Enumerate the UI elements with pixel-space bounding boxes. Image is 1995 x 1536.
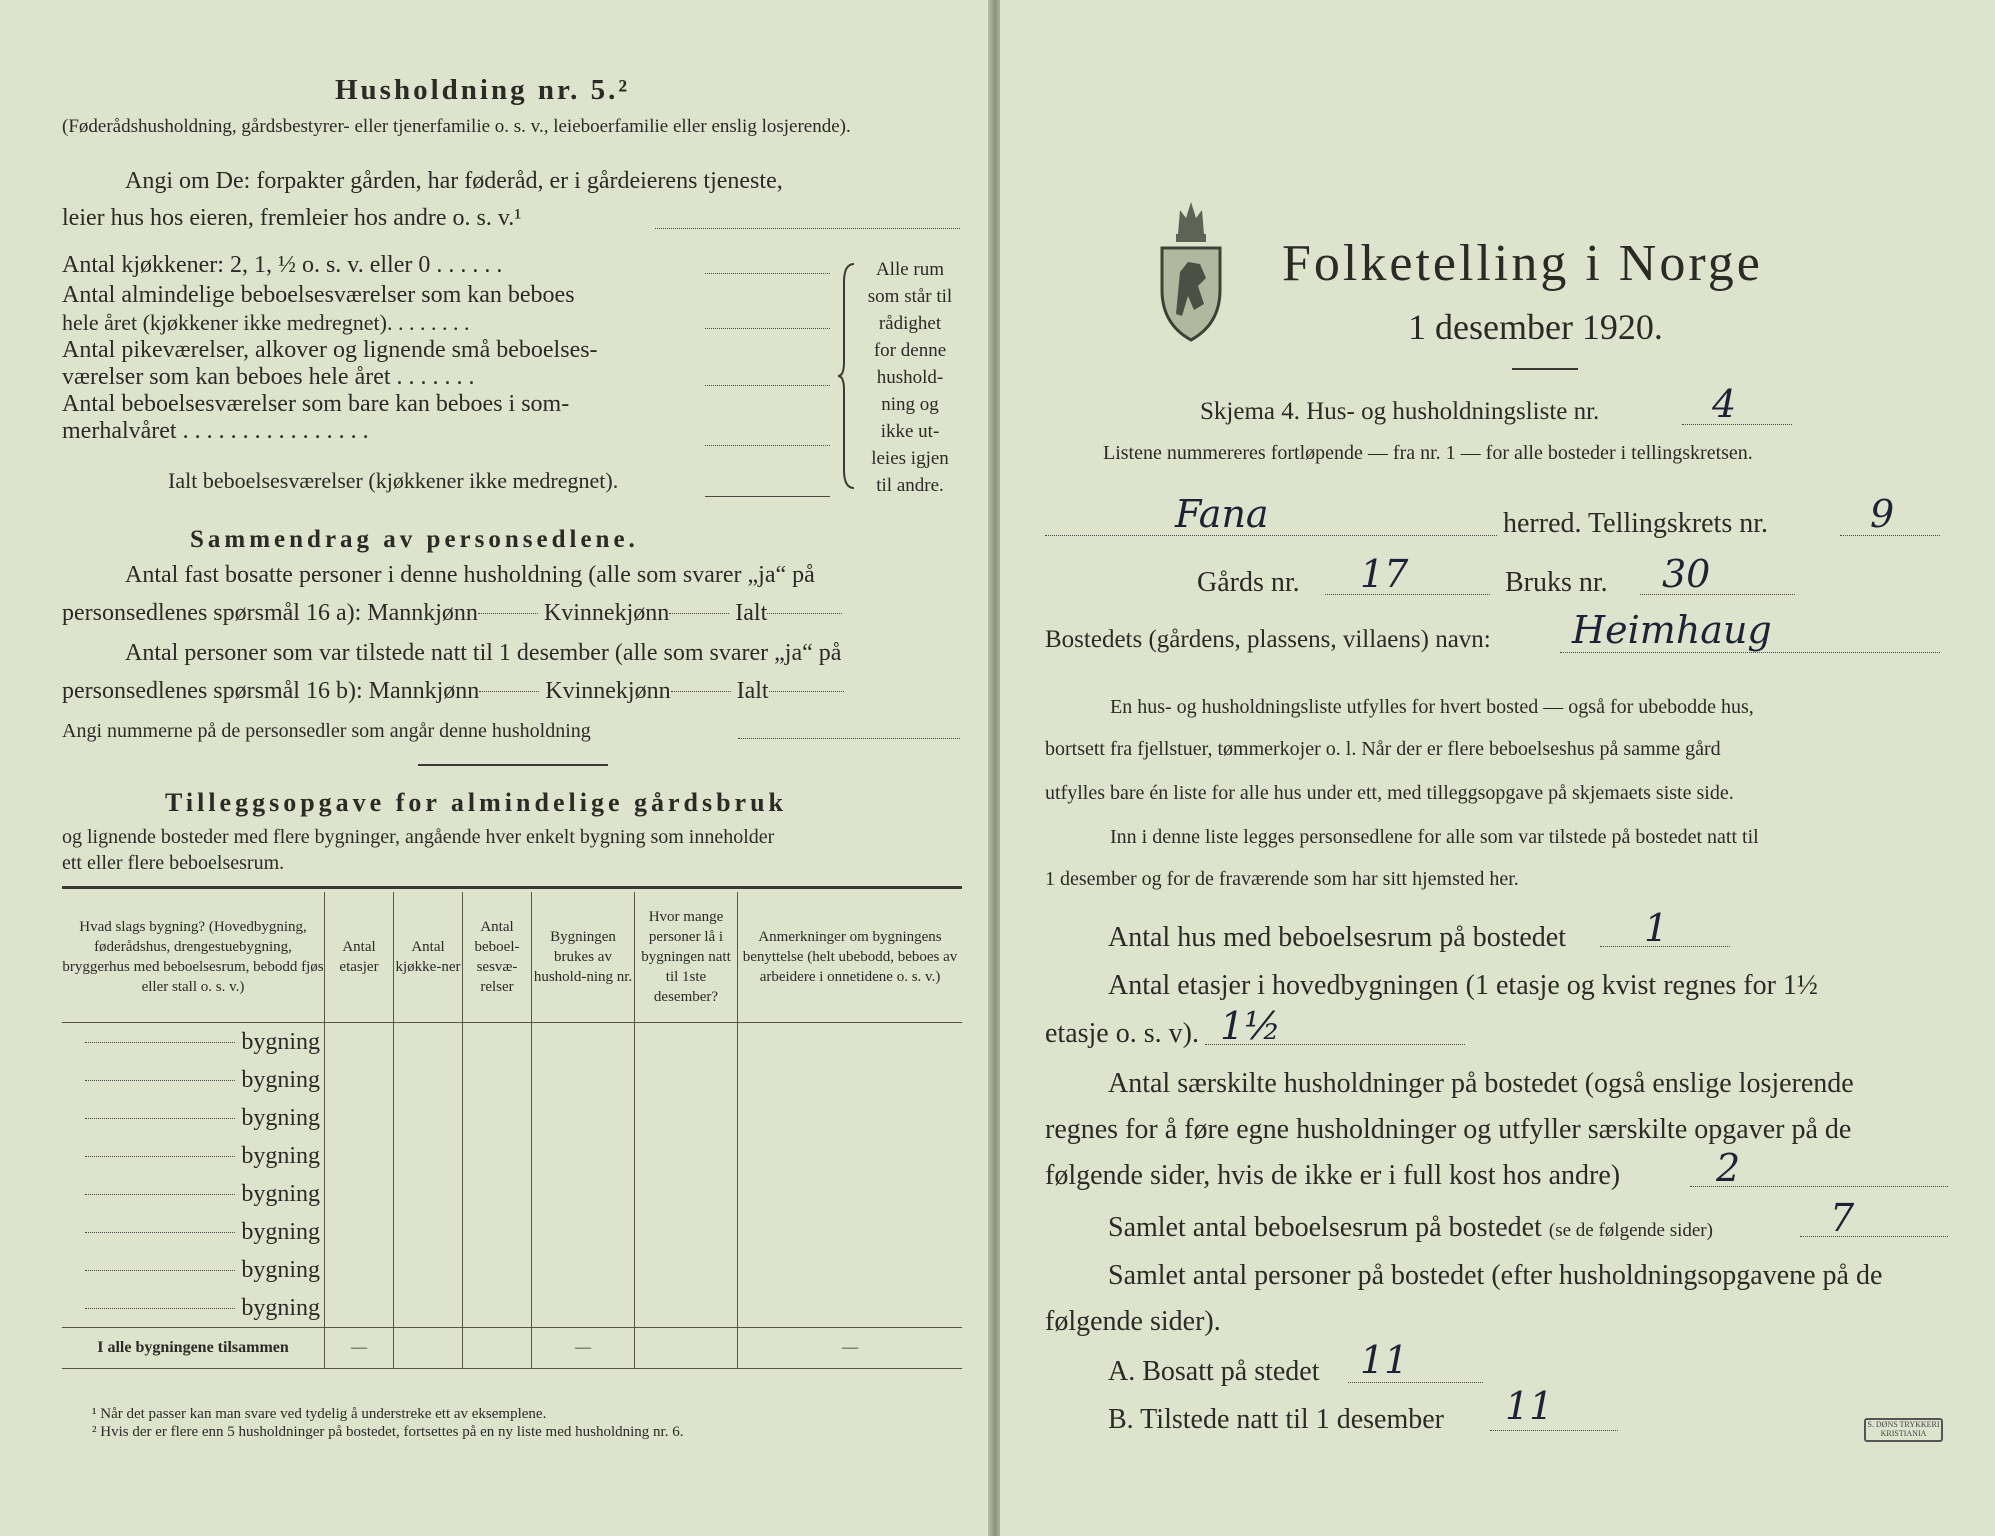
table-row: bygning bbox=[62, 1099, 962, 1137]
pike-line2: værelser som kan beboes hele året . . . . . . . bbox=[62, 364, 475, 390]
skjema-line: Skjema 4. Hus- og husholdningsliste nr. bbox=[1200, 398, 1600, 425]
instr-line2: bortsett fra fjellstuer, tømmerkojer o. l. Når der er flere beboelseshus på samme gård bbox=[1045, 738, 1721, 760]
col-header-vaerelser: Antal beboel-sesvæ-relser bbox=[463, 892, 532, 1023]
saer-line1: Antal særskilte husholdninger på bostedet (også enslige losjerende bbox=[1108, 1068, 1854, 1099]
census-date: 1 desember 1920. bbox=[1408, 307, 1663, 347]
samlet-rum-value: 7 bbox=[1830, 1196, 1855, 1240]
col-header-etasjer: Antal etasjer bbox=[325, 892, 394, 1023]
col-header-personer: Hvor mange personer lå i bygningen natt til 1ste desember? bbox=[635, 892, 738, 1023]
kjokken-line: Antal kjøkkener: 2, 1, ½ o. s. v. eller 0 . . . . . . bbox=[62, 252, 503, 278]
hus-value: 1 bbox=[1644, 906, 1669, 950]
instr-line5: 1 desember og for de fraværende som har sitt hjemsted her. bbox=[1045, 868, 1519, 890]
table-row: bygning bbox=[62, 1137, 962, 1175]
tillegg-sub2: ett eller flere beboelsesrum. bbox=[62, 852, 285, 874]
col-header-kjokkener: Antal kjøkke-ner bbox=[394, 892, 463, 1023]
sommer-line1: Antal beboelsesværelser som bare kan beboes i som- bbox=[62, 391, 570, 417]
bosatt-value: 11 bbox=[1360, 1338, 1409, 1382]
household-subtitle: (Føderådshusholdning, gårdsbestyrer- eller tjenerfamilie o. s. v., leieboerfamilie eller enslig losjerende). bbox=[62, 116, 851, 137]
bosatt-label: A. Bosatt på stedet bbox=[1108, 1356, 1320, 1387]
saer-value: 2 bbox=[1716, 1146, 1741, 1190]
footnote-2: ² Hvis der er flere enn 5 husholdninger på bostedet, fortsettes på en ny liste med husholdning nr. 6. bbox=[92, 1424, 684, 1440]
tillegg-sub1: og lignende bosteder med flere bygninger, angående hver enkelt bygning som inneholder bbox=[62, 826, 775, 848]
printer-stamp: S. DØNS TRYKKERI KRISTIANIA bbox=[1864, 1418, 1943, 1442]
table-row: bygning bbox=[62, 1251, 962, 1289]
table-row: bygning bbox=[62, 1213, 962, 1251]
left-page bbox=[0, 0, 990, 1536]
herred-value: Fana bbox=[1175, 492, 1269, 536]
alm-line2: hele året (kjøkkener ikke medregnet). . . . . . . . bbox=[62, 310, 470, 335]
fast-line1: Antal fast bosatte personer i denne husholdning (alle som svarer „ja“ på bbox=[125, 562, 815, 588]
samlet-rum-line: Samlet antal beboelsesrum på bostedet (se de følgende sider) bbox=[1108, 1212, 1713, 1243]
samlet-pers-line1: Samlet antal personer på bostedet (efter husholdningsopgavene på de bbox=[1108, 1260, 1883, 1291]
right-page bbox=[1000, 0, 1995, 1536]
angi-nummer: Angi nummerne på de personsedler som angår denne husholdning bbox=[62, 720, 591, 742]
instr-line4: Inn i denne liste legges personsedlene for alle som var tilstede på bostedet natt til bbox=[1110, 826, 1759, 848]
herred-label: herred. Tellingskrets nr. bbox=[1503, 508, 1769, 539]
brace-note: Alle rum som står til rådighet for denne hushold- ning og ikke ut- leies igjen til andre. bbox=[867, 259, 953, 496]
skjema-value: 4 bbox=[1712, 382, 1737, 426]
alm-line1: Antal almindelige beboelsesværelser som kan beboes bbox=[62, 282, 575, 308]
sommer-line2: merhalvåret . . . . . . . . . . . . . . . . bbox=[62, 418, 369, 444]
fast-line2: personsedlenes spørsmål 16 a): Mannkjønn Kvinnekjønn Ialt bbox=[62, 600, 848, 627]
etasjer-line1: Antal etasjer i hovedbygningen (1 etasje og kvist regnes for 1½ bbox=[1108, 970, 1818, 1001]
bruks-label: Bruks nr. bbox=[1505, 567, 1608, 598]
gards-label: Gårds nr. bbox=[1197, 567, 1300, 598]
listene-note: Listene nummereres fortløpende — fra nr. 1 — for alle bosteder i tellingskretsen. bbox=[1103, 442, 1753, 464]
ialt-line: Ialt beboelsesværelser (kjøkkener ikke medregnet). bbox=[168, 468, 619, 493]
footnote-1: ¹ Når det passer kan man svare ved tydelig å understreke ett av eksemplene. bbox=[92, 1406, 547, 1422]
saer-line3: følgende sider, hvis de ikke er i full kost hos andre) bbox=[1045, 1160, 1621, 1191]
pike-line1: Antal pikeværelser, alkover og lignende små beboelses- bbox=[62, 337, 598, 363]
building-table bbox=[62, 892, 962, 1369]
angi-line1: Angi om De: forpakter gården, har føderåd, er i gårdeierens tjeneste, bbox=[125, 168, 783, 194]
hus-label: Antal hus med beboelsesrum på bostedet bbox=[1108, 922, 1567, 953]
col-header-anmerkninger: Anmerkninger om bygningens benyttelse (helt ubebodd, beboes av arbeidere i onnetidene o. s. v.) bbox=[738, 892, 963, 1023]
brace-icon bbox=[838, 262, 860, 490]
angi-line2: leier hus hos eieren, fremleier hos andre o. s. v.¹ bbox=[62, 205, 522, 231]
household-title: Husholdning nr. 5.² bbox=[335, 74, 631, 106]
col-header-husholdning: Bygningen brukes av hushold-ning nr. bbox=[532, 892, 635, 1023]
census-title: Folketelling i Norge bbox=[1282, 235, 1763, 292]
tillegg-title: Tilleggsopgave for almindelige gårdsbruk bbox=[165, 788, 788, 817]
krets-value: 9 bbox=[1870, 492, 1895, 536]
table-row: bygning bbox=[62, 1061, 962, 1099]
total-row: I alle bygningene tilsammen — — — bbox=[62, 1328, 962, 1369]
etasjer-value: 1½ bbox=[1220, 1004, 1282, 1048]
bruks-value: 30 bbox=[1662, 552, 1711, 596]
norway-coat-of-arms-icon bbox=[1158, 194, 1224, 342]
instr-line1: En hus- og husholdningsliste utfylles for hvert bosted — også for ubebodde hus, bbox=[1110, 696, 1754, 718]
gards-value: 17 bbox=[1360, 552, 1409, 596]
etasjer-line2: etasje o. s. v). bbox=[1045, 1018, 1199, 1049]
bosted-label: Bostedets (gårdens, plassens, villaens) navn: bbox=[1045, 626, 1491, 653]
col-header-type: Hvad slags bygning? (Hovedbygning, føderådshus, drengestuebygning, bryggerhus med beboelsesrum, bebodd fjøs eller stall o. s. v.) bbox=[62, 892, 325, 1023]
instr-line3: utfylles bare én liste for alle hus under ett, med tilleggsopgave på skjemaets siste side. bbox=[1045, 782, 1734, 804]
table-row: bygning bbox=[62, 1023, 962, 1062]
bosted-value: Heimhaug bbox=[1572, 608, 1772, 652]
tilstede-line2: personsedlenes spørsmål 16 b): Mannkjønn Kvinnekjønn Ialt bbox=[62, 678, 850, 705]
table-row: bygning bbox=[62, 1175, 962, 1213]
saer-line2: regnes for å føre egne husholdninger og utfyller særskilte opgaver på de bbox=[1045, 1114, 1852, 1145]
tilstede-label: B. Tilstede natt til 1 desember bbox=[1108, 1404, 1444, 1435]
samlet-pers-line2: følgende sider). bbox=[1045, 1306, 1221, 1337]
tilstede-line1: Antal personer som var tilstede natt til 1 desember (alle som svarer „ja“ på bbox=[125, 640, 842, 666]
tilstede-value: 11 bbox=[1505, 1384, 1554, 1428]
table-row: bygning bbox=[62, 1289, 962, 1328]
sammendrag-title: Sammendrag av personsedlene. bbox=[190, 526, 639, 553]
